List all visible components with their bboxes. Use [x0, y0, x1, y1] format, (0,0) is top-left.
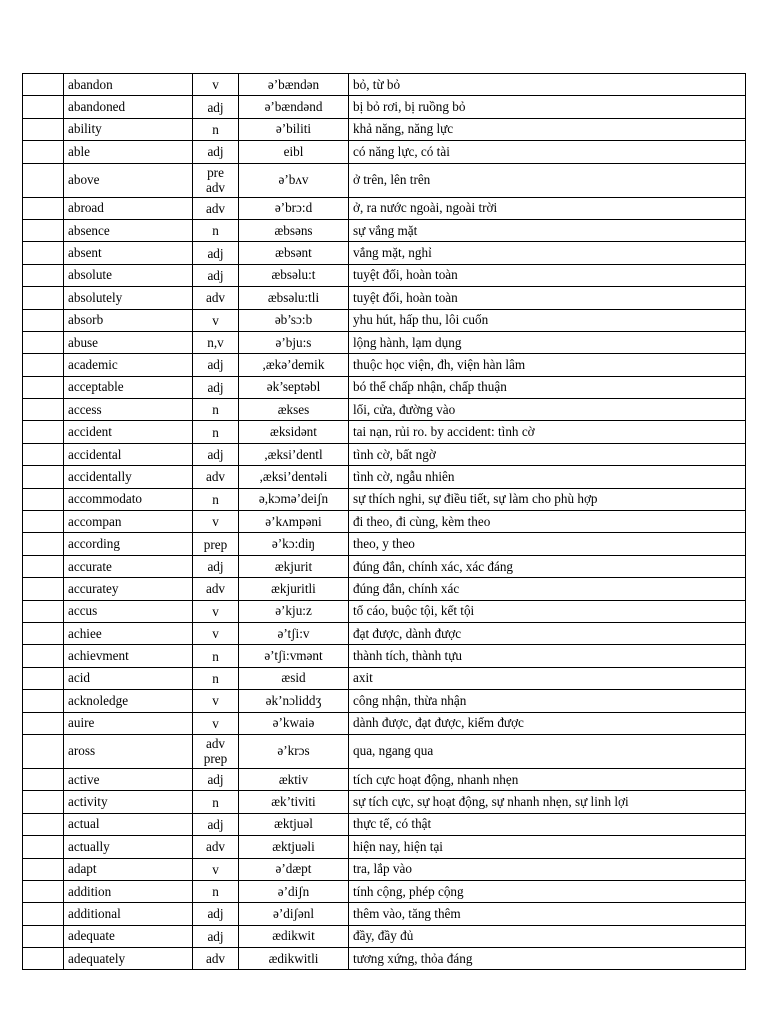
table-row [23, 836, 746, 858]
row-number-cell [23, 219, 64, 241]
part-of-speech-cell: adj [193, 376, 239, 398]
pronunciation-cell: əb’sɔ:b [239, 309, 349, 331]
vocabulary-table-body [23, 74, 746, 970]
row-number-cell [23, 287, 64, 309]
word-cell: activity [64, 791, 193, 813]
table-row [23, 96, 746, 118]
table-row [23, 645, 746, 667]
pronunciation-cell: ək’nɔliddʒ [239, 690, 349, 712]
pronunciation-cell: æbsəlu:tli [239, 287, 349, 309]
word-cell: abroad [64, 197, 193, 219]
table-row [23, 74, 746, 96]
meaning-cell: tuyệt đối, hoàn toàn [349, 287, 746, 309]
part-of-speech-cell: n [193, 118, 239, 140]
row-number-cell [23, 555, 64, 577]
pronunciation-cell: ək’septəbl [239, 376, 349, 398]
meaning-cell: tương xứng, thỏa đáng [349, 948, 746, 970]
table-row [23, 925, 746, 947]
part-of-speech-cell: n [193, 488, 239, 510]
part-of-speech-cell: adv [193, 948, 239, 970]
row-number-cell [23, 141, 64, 163]
table-row [23, 118, 746, 140]
pronunciation-cell: ə,kɔmə’deiʃn [239, 488, 349, 510]
part-of-speech-cell: n [193, 399, 239, 421]
word-cell: absolute [64, 264, 193, 286]
pronunciation-cell: ækjuritli [239, 578, 349, 600]
part-of-speech-cell: adj [193, 96, 239, 118]
vocabulary-table [22, 73, 746, 970]
meaning-cell: ở, ra nước ngoài, ngoài trời [349, 197, 746, 219]
part-of-speech-cell: v [193, 309, 239, 331]
part-of-speech-cell: adj [193, 354, 239, 376]
word-cell: achievment [64, 645, 193, 667]
row-number-cell [23, 880, 64, 902]
table-row [23, 622, 746, 644]
meaning-cell: thêm vào, tăng thêm [349, 903, 746, 925]
part-of-speech-cell: v [193, 600, 239, 622]
meaning-cell: bỏ, từ bỏ [349, 74, 746, 96]
pronunciation-cell: ə’krɔs [239, 734, 349, 768]
meaning-cell: thuộc học viện, đh, viện hàn lâm [349, 354, 746, 376]
part-of-speech-cell: adv [193, 836, 239, 858]
pronunciation-cell: ,æksi’dentl [239, 443, 349, 465]
word-cell: abandoned [64, 96, 193, 118]
row-number-cell [23, 242, 64, 264]
word-cell: accidentally [64, 466, 193, 488]
part-of-speech-cell: adv [193, 287, 239, 309]
word-cell: active [64, 768, 193, 790]
pronunciation-cell: ,æksi’dentəli [239, 466, 349, 488]
row-number-cell [23, 600, 64, 622]
table-row [23, 667, 746, 689]
meaning-cell: bó thể chấp nhận, chấp thuận [349, 376, 746, 398]
pronunciation-cell: ækses [239, 399, 349, 421]
row-number-cell [23, 645, 64, 667]
row-number-cell [23, 466, 64, 488]
pronunciation-cell: æbsəns [239, 219, 349, 241]
row-number-cell [23, 264, 64, 286]
meaning-cell: có năng lực, có tài [349, 141, 746, 163]
table-row [23, 948, 746, 970]
meaning-cell: thành tích, thành tựu [349, 645, 746, 667]
part-of-speech-cell: n [193, 219, 239, 241]
word-cell: accommodato [64, 488, 193, 510]
meaning-cell: tích cực hoạt động, nhanh nhẹn [349, 768, 746, 790]
word-cell: aross [64, 734, 193, 768]
pronunciation-cell: æk’tiviti [239, 791, 349, 813]
pronunciation-cell: ə’biliti [239, 118, 349, 140]
row-number-cell [23, 925, 64, 947]
word-cell: addition [64, 880, 193, 902]
table-row [23, 287, 746, 309]
table-row [23, 511, 746, 533]
pronunciation-cell: ə’bʌv [239, 163, 349, 197]
part-of-speech-cell: v [193, 712, 239, 734]
meaning-cell: theo, y theo [349, 533, 746, 555]
row-number-cell [23, 948, 64, 970]
meaning-cell: tai nạn, rủi ro. by accident: tình cờ [349, 421, 746, 443]
part-of-speech-cell: adj [193, 555, 239, 577]
table-row [23, 242, 746, 264]
word-cell: auire [64, 712, 193, 734]
meaning-cell: công nhận, thừa nhận [349, 690, 746, 712]
row-number-cell [23, 443, 64, 465]
row-number-cell [23, 511, 64, 533]
meaning-cell: tố cáo, buộc tội, kết tội [349, 600, 746, 622]
word-cell: abandon [64, 74, 193, 96]
row-number-cell [23, 197, 64, 219]
table-row [23, 264, 746, 286]
pronunciation-cell: ə’kwaiə [239, 712, 349, 734]
pronunciation-cell: æksidənt [239, 421, 349, 443]
row-number-cell [23, 399, 64, 421]
pronunciation-cell: ædikwitli [239, 948, 349, 970]
meaning-cell: sự thích nghi, sự điều tiết, sự làm cho phù hợp [349, 488, 746, 510]
word-cell: ability [64, 118, 193, 140]
row-number-cell [23, 836, 64, 858]
table-row [23, 858, 746, 880]
word-cell: actually [64, 836, 193, 858]
meaning-cell: tình cờ, bất ngờ [349, 443, 746, 465]
word-cell: abuse [64, 331, 193, 353]
word-cell: above [64, 163, 193, 197]
meaning-cell: yhu hút, hấp thu, lôi cuốn [349, 309, 746, 331]
pronunciation-cell: ə’kju:z [239, 600, 349, 622]
word-cell: acknoledge [64, 690, 193, 712]
meaning-cell: sự vắng mặt [349, 219, 746, 241]
pronunciation-cell: ə’diʃn [239, 880, 349, 902]
meaning-cell: đúng đắn, chính xác, xác đáng [349, 555, 746, 577]
pronunciation-cell: ə’bændənd [239, 96, 349, 118]
word-cell: additional [64, 903, 193, 925]
part-of-speech-cell: adv [193, 578, 239, 600]
meaning-cell: vắng mặt, nghỉ [349, 242, 746, 264]
part-of-speech-cell: adj [193, 264, 239, 286]
table-row [23, 488, 746, 510]
part-of-speech-cell: v [193, 74, 239, 96]
row-number-cell [23, 309, 64, 331]
meaning-cell: tính cộng, phép cộng [349, 880, 746, 902]
part-of-speech-cell: n [193, 645, 239, 667]
row-number-cell [23, 622, 64, 644]
part-of-speech-cell: adj [193, 813, 239, 835]
pronunciation-cell: ə’tʃi:v [239, 622, 349, 644]
word-cell: adequately [64, 948, 193, 970]
row-number-cell [23, 690, 64, 712]
table-row [23, 421, 746, 443]
table-row [23, 466, 746, 488]
part-of-speech-cell: adj [193, 443, 239, 465]
meaning-cell: tra, lắp vào [349, 858, 746, 880]
word-cell: accus [64, 600, 193, 622]
word-cell: absence [64, 219, 193, 241]
meaning-cell: đầy, đầy đủ [349, 925, 746, 947]
table-row [23, 600, 746, 622]
meaning-cell: tuyệt đối, hoàn toàn [349, 264, 746, 286]
row-number-cell [23, 712, 64, 734]
pronunciation-cell: æktiv [239, 768, 349, 790]
meaning-cell: dành được, đạt được, kiếm được [349, 712, 746, 734]
row-number-cell [23, 667, 64, 689]
pronunciation-cell: ə’bændən [239, 74, 349, 96]
meaning-cell: sự tích cực, sự hoạt động, sự nhanh nhẹn, sự linh lợi [349, 791, 746, 813]
table-row [23, 533, 746, 555]
table-row [23, 219, 746, 241]
meaning-cell: bị bỏ rơi, bị ruồng bỏ [349, 96, 746, 118]
row-number-cell [23, 903, 64, 925]
word-cell: according [64, 533, 193, 555]
row-number-cell [23, 96, 64, 118]
word-cell: academic [64, 354, 193, 376]
meaning-cell: hiện nay, hiện tại [349, 836, 746, 858]
table-row [23, 903, 746, 925]
pronunciation-cell: æktjuəl [239, 813, 349, 835]
meaning-cell: ở trên, lên trên [349, 163, 746, 197]
row-number-cell [23, 421, 64, 443]
table-row [23, 712, 746, 734]
word-cell: achiee [64, 622, 193, 644]
meaning-cell: đúng đắn, chính xác [349, 578, 746, 600]
word-cell: adapt [64, 858, 193, 880]
row-number-cell [23, 354, 64, 376]
row-number-cell [23, 858, 64, 880]
pronunciation-cell: ə’brɔ:d [239, 197, 349, 219]
table-row [23, 791, 746, 813]
pronunciation-cell: ə’kʌmpəni [239, 511, 349, 533]
part-of-speech-cell: adj [193, 925, 239, 947]
part-of-speech-cell: adv [193, 466, 239, 488]
part-of-speech-cell: prep [193, 533, 239, 555]
row-number-cell [23, 791, 64, 813]
row-number-cell [23, 813, 64, 835]
word-cell: accident [64, 421, 193, 443]
table-row [23, 578, 746, 600]
meaning-cell: lộng hành, lạm dụng [349, 331, 746, 353]
table-row [23, 163, 746, 197]
table-row [23, 734, 746, 768]
table-row [23, 880, 746, 902]
part-of-speech-cell: v [193, 690, 239, 712]
pronunciation-cell: ækjurit [239, 555, 349, 577]
pronunciation-cell: ə’bju:s [239, 331, 349, 353]
row-number-cell [23, 376, 64, 398]
pronunciation-cell: ə’dæpt [239, 858, 349, 880]
word-cell: accuratey [64, 578, 193, 600]
meaning-cell: axit [349, 667, 746, 689]
row-number-cell [23, 734, 64, 768]
part-of-speech-cell: adv [193, 197, 239, 219]
pronunciation-cell: ,ækə’demik [239, 354, 349, 376]
part-of-speech-cell: v [193, 511, 239, 533]
row-number-cell [23, 163, 64, 197]
table-row [23, 399, 746, 421]
row-number-cell [23, 533, 64, 555]
pronunciation-cell: ə’tʃi:vmənt [239, 645, 349, 667]
part-of-speech-cell: n [193, 667, 239, 689]
word-cell: adequate [64, 925, 193, 947]
table-row [23, 354, 746, 376]
pronunciation-cell: æbsəlu:t [239, 264, 349, 286]
table-row [23, 141, 746, 163]
pronunciation-cell: ædikwit [239, 925, 349, 947]
part-of-speech-cell: adv prep [193, 734, 239, 768]
word-cell: acid [64, 667, 193, 689]
table-row [23, 768, 746, 790]
word-cell: actual [64, 813, 193, 835]
table-row [23, 331, 746, 353]
word-cell: absolutely [64, 287, 193, 309]
word-cell: accompan [64, 511, 193, 533]
table-row [23, 813, 746, 835]
pronunciation-cell: æbsənt [239, 242, 349, 264]
meaning-cell: khả năng, năng lực [349, 118, 746, 140]
part-of-speech-cell: pre adv [193, 163, 239, 197]
word-cell: acceptable [64, 376, 193, 398]
word-cell: able [64, 141, 193, 163]
row-number-cell [23, 331, 64, 353]
word-cell: absorb [64, 309, 193, 331]
part-of-speech-cell: v [193, 858, 239, 880]
pronunciation-cell: eibl [239, 141, 349, 163]
part-of-speech-cell: adj [193, 141, 239, 163]
row-number-cell [23, 488, 64, 510]
word-cell: access [64, 399, 193, 421]
table-row [23, 309, 746, 331]
table-row [23, 690, 746, 712]
part-of-speech-cell: n [193, 880, 239, 902]
part-of-speech-cell: n [193, 791, 239, 813]
word-cell: accidental [64, 443, 193, 465]
part-of-speech-cell: adj [193, 242, 239, 264]
meaning-cell: lối, cửa, đường vào [349, 399, 746, 421]
table-row [23, 376, 746, 398]
pronunciation-cell: ə’kɔ:diŋ [239, 533, 349, 555]
table-row [23, 197, 746, 219]
word-cell: accurate [64, 555, 193, 577]
row-number-cell [23, 768, 64, 790]
row-number-cell [23, 74, 64, 96]
pronunciation-cell: æsid [239, 667, 349, 689]
word-cell: absent [64, 242, 193, 264]
meaning-cell: tình cờ, ngẫu nhiên [349, 466, 746, 488]
part-of-speech-cell: n,v [193, 331, 239, 353]
part-of-speech-cell: n [193, 421, 239, 443]
pronunciation-cell: ə’diʃənl [239, 903, 349, 925]
meaning-cell: thực tế, có thật [349, 813, 746, 835]
part-of-speech-cell: adj [193, 768, 239, 790]
row-number-cell [23, 578, 64, 600]
part-of-speech-cell: v [193, 622, 239, 644]
pronunciation-cell: æktjuəli [239, 836, 349, 858]
table-row [23, 443, 746, 465]
meaning-cell: qua, ngang qua [349, 734, 746, 768]
meaning-cell: đi theo, đi cùng, kèm theo [349, 511, 746, 533]
row-number-cell [23, 118, 64, 140]
part-of-speech-cell: adj [193, 903, 239, 925]
table-row [23, 555, 746, 577]
meaning-cell: đạt được, dành được [349, 622, 746, 644]
